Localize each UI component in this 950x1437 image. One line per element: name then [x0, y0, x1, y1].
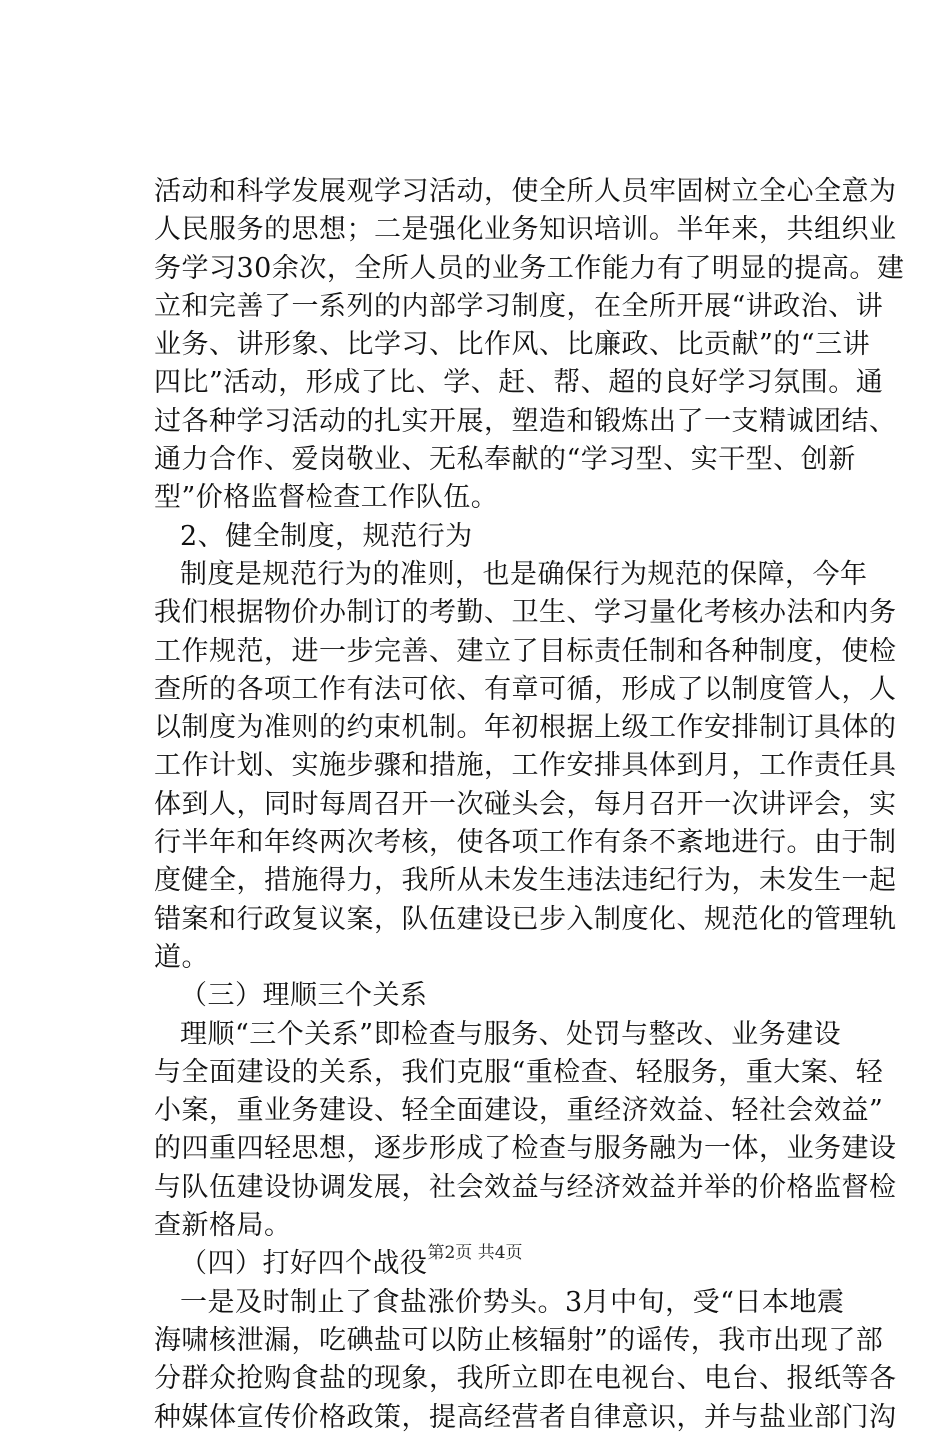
text-line: 度健全，措施得力，我所从未发生违法违纪行为，未发生一起: [154, 865, 897, 897]
page-footer: 第2页 共4页: [427, 1243, 523, 1263]
text-line: 我们根据物价办制订的考勤、卫生、学习量化考核办法和内务: [154, 597, 897, 629]
text-line: 型”价格监督检查工作队伍。: [154, 482, 499, 514]
text-line: 工作计划、实施步骤和措施，工作安排具体到月，工作责任具: [154, 750, 897, 782]
text-line: 的四重四轻思想，逐步形成了检查与服务融为一体，业务建设: [154, 1133, 897, 1165]
text-line: 种媒体宣传价格政策，提高经营者自律意识，并与盐业部门沟: [154, 1401, 897, 1433]
text-line: 与全面建设的关系，我们克服“重检查、轻服务，重大案、轻: [154, 1056, 884, 1088]
text-line: 人民服务的思想；二是强化业务知识培训。半年来，共组织业: [154, 214, 897, 246]
text-line: 道。: [154, 941, 209, 973]
text-line: 分群众抢购食盐的现象，我所立即在电视台、电台、报纸等各: [154, 1363, 897, 1395]
text-line: （三）理顺三个关系: [180, 980, 428, 1012]
text-line: 立和完善了一系列的内部学习制度，在全所开展“讲政治、讲: [154, 290, 884, 322]
text-line: 海啸核泄漏，吃碘盐可以防止核辐射”的谣传，我市出现了部: [154, 1324, 884, 1356]
text-line: 过各种学习活动的扎实开展，塑造和锻炼出了一支精诚团结、: [154, 405, 897, 437]
text-line: （四）打好四个战役: [180, 1248, 428, 1280]
text-line: 错案和行政复议案，队伍建设已步入制度化、规范化的管理轨: [154, 903, 897, 935]
text-line: 四比”活动，形成了比、学、赶、帮、超的良好学习氛围。通: [154, 367, 884, 399]
text-line: 小案，重业务建设、轻全面建设，重经济效益、轻社会效益”: [154, 1095, 884, 1127]
text-line: 务学习30余次，全所人员的业务工作能力有了明显的提高。建: [154, 252, 905, 284]
text-line: 查所的各项工作有法可依、有章可循，形成了以制度管人，人: [154, 673, 897, 705]
text-line: 以制度为准则的约束机制。年初根据上级工作安排制订具体的: [154, 712, 897, 744]
text-line: 活动和科学发展观学习活动，使全所人员牢固树立全心全意为: [154, 176, 897, 207]
text-line: 行半年和年终两次考核，使各项工作有条不紊地进行。由于制: [154, 827, 897, 859]
text-line: 2、健全制度，规范行为: [180, 520, 473, 552]
text-line: 查新格局。: [154, 1210, 292, 1242]
text-line: 与队伍建设协调发展，社会效益与经济效益并举的价格监督检: [154, 1171, 897, 1203]
text-line: 通力合作、爱岗敬业、无私奉献的“学习型、实干型、创新: [154, 444, 856, 476]
text-line: 理顺“三个关系”即检查与服务、处罚与整改、业务建设: [180, 1018, 842, 1050]
text-line: 体到人，同时每周召开一次碰头会，每月召开一次讲评会，实: [154, 788, 897, 820]
text-line: 一是及时制止了食盐涨价势头。3月中旬，受“日本地震: [180, 1286, 845, 1318]
text-line: 制度是规范行为的准则，也是确保行为规范的保障，今年: [180, 558, 868, 590]
text-line: 工作规范，进一步完善、建立了目标责任制和各种制度，使检: [154, 635, 897, 667]
text-line: 业务、讲形象、比学习、比作风、比廉政、比贡献”的“三讲: [154, 329, 871, 361]
